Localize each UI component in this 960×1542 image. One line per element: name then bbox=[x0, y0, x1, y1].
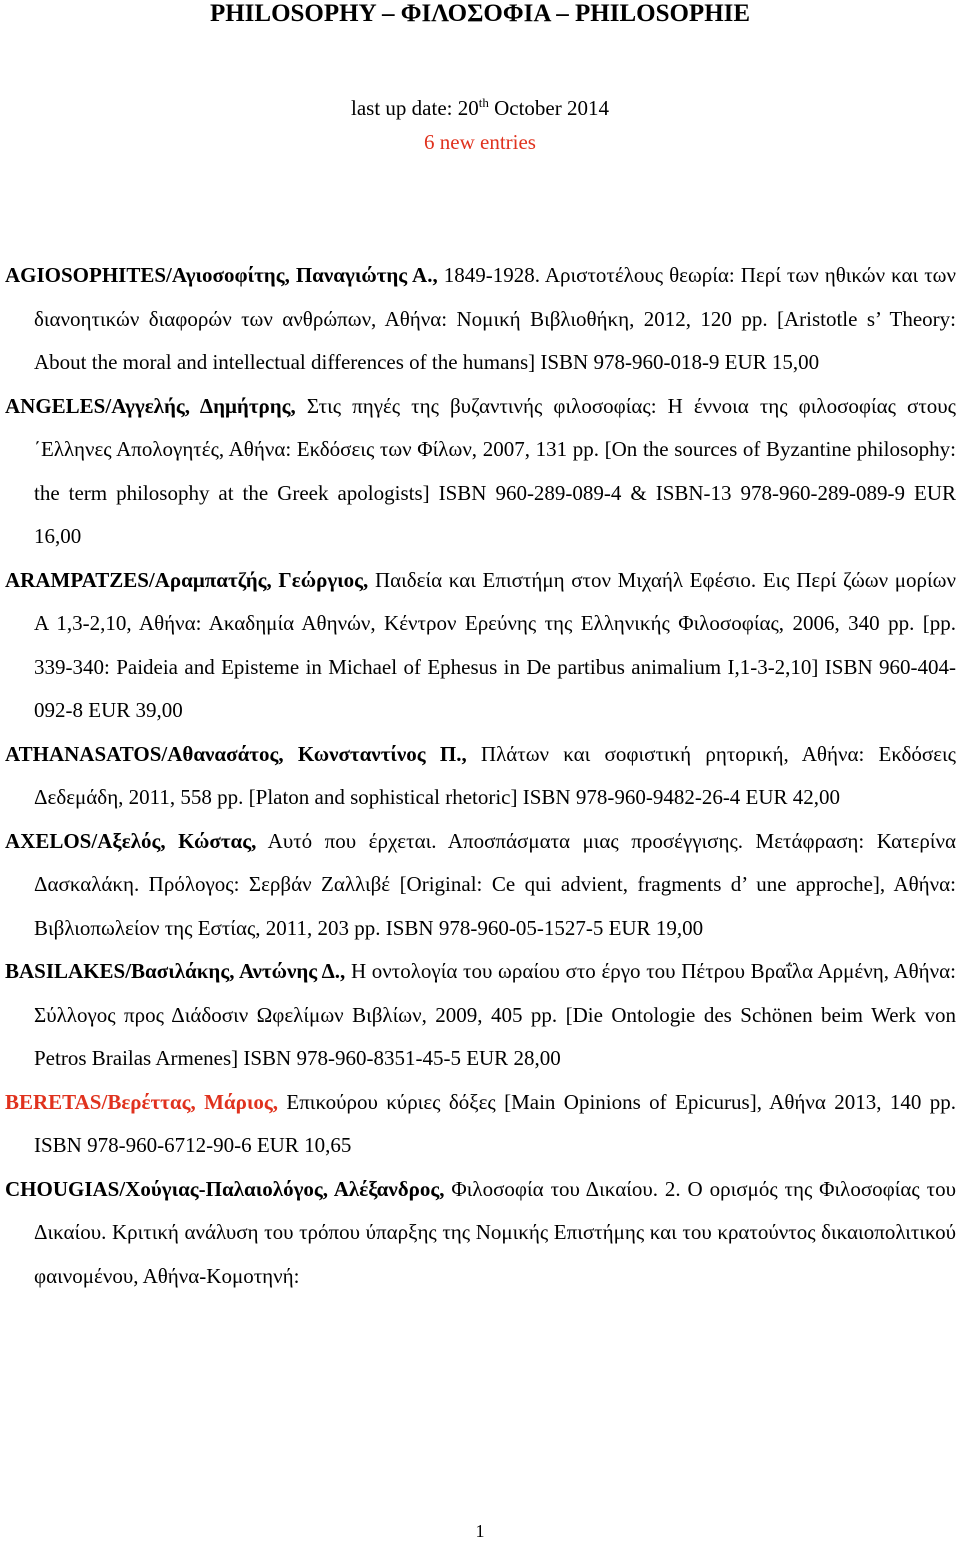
new-entries-count: 6 new entries bbox=[424, 130, 536, 154]
update-block bbox=[0, 86, 960, 159]
entry-agiosophites bbox=[5, 254, 956, 385]
entry-author-new: BERETAS/Βερέττας, Μάριος, bbox=[5, 1089, 278, 1114]
entry-text: Επικούρου κύριες δόξες [Main Opinions of Epicurus], Αθήνα 2013, 140 pp. ISBN 978-960-6712-90-6 EUR 10,65 bbox=[34, 1089, 957, 1157]
entry-text: Αυτό που έρχεται. Αποσπάσματα μιας προσέγγισης. Μετάφραση: Κατερίνα Δασκαλάκη. Πρόλογος: Σερβάν Ζαλλιβέ [Original: Ce qui advient, fragments d’ une approche], Αθήνα: Βιβλιοπωλείον της Εστίας, 2011, 203 pp. ISBN 978-960-05-1527-5 EUR 19,00 bbox=[34, 828, 956, 940]
entry-list bbox=[5, 254, 956, 1298]
entry-angeles bbox=[5, 385, 956, 559]
entry-author: ANGELES/Αγγελής, Δημήτρης, bbox=[5, 393, 296, 418]
entry-arampatzes bbox=[5, 559, 956, 733]
entry-text: Παιδεία και Επιστήμη στον Μιχαήλ Εφέσιο. Εις Περί ζώων μορίων Α 1,3-2,10, Αθήνα: Ακαδημία Αθηνών, Κέντρον Ερεύνης της Ελληνικής Φιλοσοφίας, 2006, 340 pp. [pp. 339-340: Paideia and Episteme in Michael of Ephesus in De partibus animalium I,1-3-2,10] ISBN 960-404-092-8 EUR 39,00 bbox=[34, 567, 956, 722]
entry-athanasatos bbox=[5, 733, 956, 820]
entry-text: Η οντολογία του ωραίου στο έργο του Πέτρου Βραΐλα Αρμένη, Αθήνα: Σύλλογος προς Διάδοσιν Ωφελίμων Βιβλίων, 2009, 405 pp. [Die Ontologie des Schönen beim Werk von Petros Brailas Armenes] ISBN 978-960-8351-45-5 EUR 28,00 bbox=[34, 959, 956, 1070]
entry-basilakes bbox=[5, 950, 956, 1081]
page-title: PHILOSOPHY – ΦΙΛΟΣΟΦΙΑ – PHILOSOPHIE bbox=[209, 0, 751, 27]
entry-text: Πλάτων και σοφιστική ρητορική, Αθήνα: Εκδόσεις Δεδεμάδη, 2011, 558 pp. [Platon and sophistical rhetoric] ISBN 978-960-9482-26-4 EUR 42,00 bbox=[34, 741, 956, 809]
entry-author: AGIOSOPHITES/Αγιοσοφίτης, Παναγιώτης Α., bbox=[5, 263, 438, 287]
entry-author: CHOUGIAS/Χούγιας-Παλαιολόγος, Αλέξανδρος, bbox=[5, 1176, 445, 1201]
last-update-line: last up date: 20th October 2014 bbox=[351, 95, 609, 120]
entry-axelos bbox=[5, 820, 956, 951]
page-number: 1 bbox=[475, 1521, 485, 1541]
entry-chougias bbox=[5, 1168, 956, 1299]
entry-beretas bbox=[5, 1081, 956, 1168]
entry-author: ARAMPATZES/Αραμπατζής, Γεώργιος, bbox=[5, 567, 369, 592]
entry-author: BASILAKES/Βασιλάκης, Αντώνης Δ., bbox=[5, 959, 346, 983]
entry-author: AXELOS/Αξελός, Κώστας, bbox=[5, 828, 257, 853]
entry-text: Στις πηγές της βυζαντινής φιλοσοφίας: Η έννοια της φιλοσοφίας στους ΄Ελληνες Απολογητές, Αθήνα: Εκδόσεις των Φίλων, 2007, 131 pp. [On the sources of Byzantine philosophy: the term philosophy at the Greek apologists] ISBN 960-289-089-4 & ISBN-13 978-960-289-089-9 EUR 16,00 bbox=[34, 393, 956, 548]
entry-text: 1849-1928. Αριστοτέλους θεωρία: Περί των ηθικών και των διανοητικών διαφορών των ανθρώπων, Αθήνα: Νομική Βιβλιοθήκη, 2012, 120 pp. [Aristotle s’ Theory: About the moral and intellectual differences of the humans] ISBN 978-960-018-9 EUR 15,00 bbox=[34, 263, 956, 374]
entry-author: ATHANASATOS/Αθανασάτος, Κωνσταντίνος Π., bbox=[5, 741, 467, 766]
entry-text: Φιλοσοφία του Δικαίου. 2. Ο ορισμός της Φιλοσοφίας του Δικαίου. Κριτική ανάλυση του τρόπου ύπαρξης της Νομικής Επιστήμης και του κρατούντος δικαιοπολιτικού φαινομένου, Αθήνα-Κομοτηνή: bbox=[34, 1176, 956, 1288]
